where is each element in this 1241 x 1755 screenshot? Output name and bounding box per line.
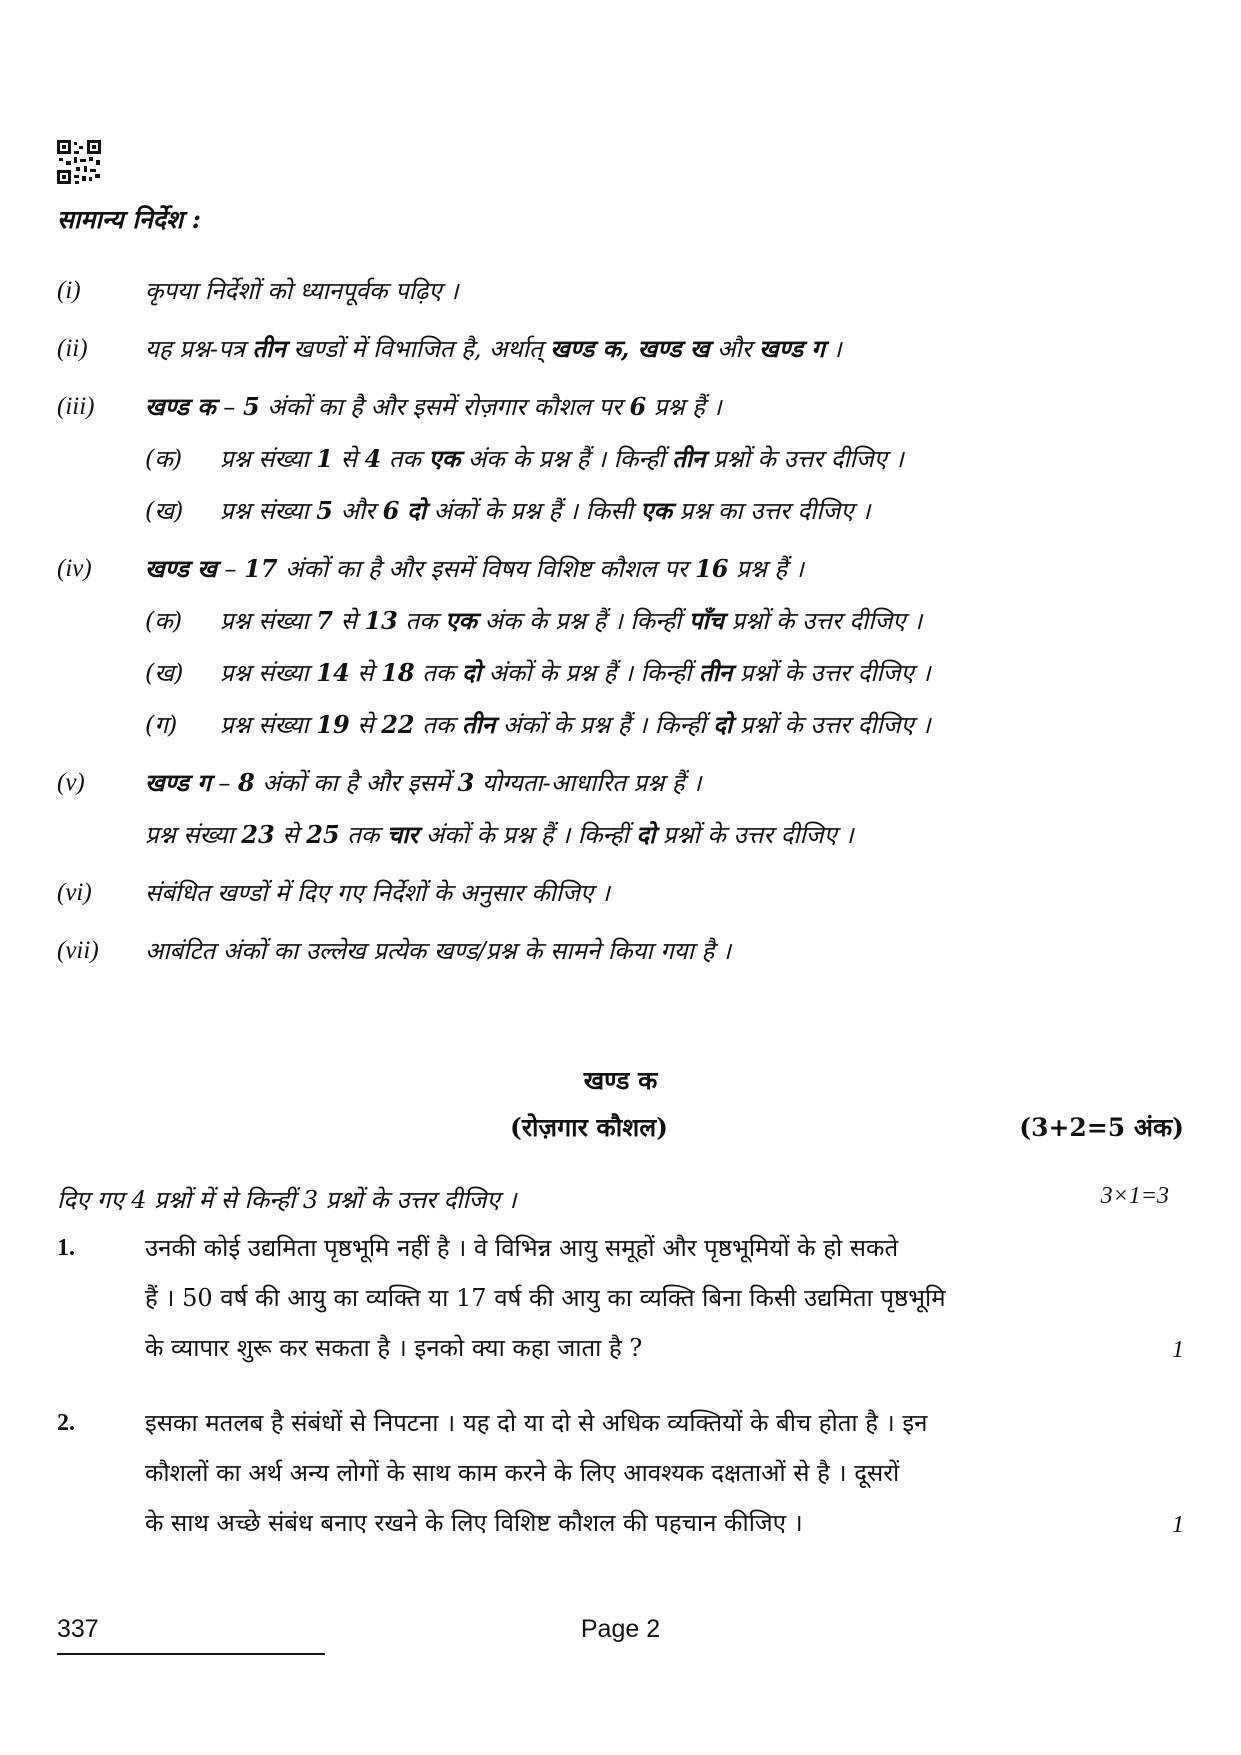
bold-text: खण्ड क — [145, 392, 216, 421]
text-run: संबंधित खण्डों में दिए गए निर्देशों के अनुसार कीजिए । — [145, 879, 610, 907]
question-line: के साथ अच्छे संबंध बनाए रखने के लिए विशिष्ट कौशल की पहचान कीजिए । — [145, 1509, 803, 1537]
subitem-label: (ग) — [145, 711, 178, 739]
bold-text: 5 — [242, 392, 260, 421]
text-run: । — [824, 335, 842, 363]
bold-text: खण्ड ग — [759, 334, 825, 363]
bold-text: तीन — [699, 658, 733, 687]
text-run: और — [333, 497, 383, 525]
instruction-item — [57, 543, 1187, 595]
text-run: तक — [339, 821, 387, 849]
text-run: और — [709, 335, 760, 363]
text-run: यह प्रश्न-पत्र — [145, 335, 253, 363]
text-run: प्रश्न संख्या — [220, 659, 317, 687]
text-run: प्रश्न संख्या — [220, 607, 317, 635]
instruction-text — [145, 867, 610, 919]
bold-text: 7 — [316, 606, 333, 635]
question-number: 2. — [57, 1410, 75, 1436]
text-run: – — [210, 769, 239, 797]
bold-text: 1 — [316, 444, 333, 473]
text-run: प्रश्न हैं । — [646, 393, 722, 421]
choose-marks: 3×1=3 — [1100, 1183, 1169, 1209]
bold-text: दो — [406, 496, 426, 525]
text-run: अंकों के प्रश्न हैं । किन्हीं — [495, 711, 714, 739]
bold-text: 3 — [457, 768, 475, 797]
instruction-text — [145, 265, 458, 317]
text-run: प्रश्न हैं । — [728, 555, 804, 583]
instruction-number: (vii) — [57, 937, 99, 964]
subitem-text — [220, 647, 931, 699]
bold-text: 8 — [238, 768, 255, 797]
text-run: अंकों का है और इसमें — [254, 769, 458, 797]
question-line: के व्यापार शुरू कर सकता है । इनको क्या कहा जाता है ? — [145, 1334, 643, 1362]
bold-text: दो — [713, 710, 733, 739]
instruction-subitem — [57, 485, 1187, 537]
subitem-label: (ख) — [145, 659, 184, 687]
text-run: योग्यता-आधारित प्रश्न हैं । — [474, 769, 702, 797]
instruction-subitem — [57, 647, 1187, 699]
instruction-text — [145, 543, 804, 595]
text-run: से — [349, 711, 382, 739]
text-run: प्रश्न संख्या — [220, 711, 317, 739]
section-subtitle: (रोज़गार कौशल) — [510, 1113, 669, 1142]
instruction-number: (iii) — [57, 393, 95, 420]
instructions-list — [57, 265, 1187, 983]
choose-instruction: दिए गए 4 प्रश्नों में से किन्हीं 3 प्रश्नों के उत्तर दीजिए । — [57, 1186, 517, 1214]
text-run: तक — [414, 659, 462, 687]
question-number: 1. — [57, 1235, 75, 1261]
bold-text: 4 — [364, 444, 382, 473]
question-line: उनकी कोई उद्यमिता पृष्ठभूमि नहीं है । वे विभिन्न आयु समूहों और पृष्ठभूमियों के हो सकते — [145, 1234, 899, 1262]
bold-text: दो — [461, 658, 481, 687]
text-run: अंकों के प्रश्न हैं । किन्हीं — [480, 659, 700, 687]
bold-text: 22 — [381, 710, 415, 739]
instruction-subitem — [57, 433, 1187, 485]
instruction-subitem — [57, 699, 1187, 751]
bold-text: चार — [386, 820, 419, 849]
paper-code: 337 — [57, 1615, 99, 1643]
text-run: प्रश्नों के उत्तर दीजिए । — [732, 659, 931, 687]
text-run: अंकों के प्रश्न हैं । किन्हीं — [418, 821, 637, 849]
text-run: प्रश्नों के उत्तर दीजिए । — [732, 711, 931, 739]
text-run: अंकों का है और इसमें विषय विशिष्ट कौशल पर — [277, 555, 696, 583]
spacer — [57, 977, 1187, 983]
text-run: अंकों के प्रश्न हैं । किसी — [425, 497, 641, 525]
instruction-item — [57, 323, 1187, 375]
instruction-text — [145, 323, 842, 375]
question-text — [145, 1223, 1115, 1373]
instruction-text — [145, 925, 731, 977]
text-run: कृपया निर्देशों को ध्यानपूर्वक पढ़िए । — [145, 277, 459, 305]
text-run: अंक के प्रश्न हैं । किन्हीं — [460, 445, 673, 473]
question-mark: 1 — [1172, 1512, 1184, 1538]
instruction-number: (ii) — [57, 335, 88, 362]
text-run: तक — [397, 607, 446, 635]
instruction-item — [57, 867, 1187, 919]
text-run: प्रश्नों के उत्तर दीजिए । — [705, 445, 904, 473]
instruction-number: (vi) — [57, 879, 92, 906]
text-run: अंकों का है और इसमें रोज़गार कौशल पर — [259, 393, 630, 421]
bold-text: 16 — [695, 554, 729, 583]
text-run: – — [215, 393, 243, 421]
text-run: तक — [414, 711, 462, 739]
question-text — [145, 1398, 1115, 1548]
footer-rule — [57, 1653, 325, 1655]
bold-text: 19 — [316, 710, 350, 739]
bold-text: 14 — [316, 658, 350, 687]
instruction-item — [57, 757, 1187, 809]
instruction-continuation — [57, 809, 1187, 861]
instruction-item — [57, 381, 1187, 433]
text-run: आबंटित अंकों का उल्लेख प्रत्येक खण्ड/प्रश्न के सामने किया गया है । — [145, 937, 732, 965]
subitem-label: (क) — [145, 445, 183, 473]
instruction-number: (v) — [57, 769, 85, 796]
bold-text: दो — [636, 820, 656, 849]
bold-text: 6 — [382, 496, 400, 525]
text-run: से — [333, 607, 365, 635]
instruction-subitem — [57, 595, 1187, 647]
text-run — [399, 497, 407, 525]
bold-text: एक — [428, 444, 461, 473]
bold-text: 23 — [241, 820, 275, 849]
bold-text: 17 — [244, 554, 278, 583]
bold-text: पाँच — [688, 606, 724, 635]
instruction-item — [57, 265, 1187, 317]
text-run: – — [216, 555, 245, 583]
page-number: Page 2 — [580, 1615, 661, 1643]
bold-text: 5 — [316, 496, 333, 525]
bold-text: खण्ड ख — [145, 554, 217, 583]
question-line: इसका मतलब है संबंधों से निपटना । यह दो या दो से अधिक व्यक्तियों के बीच होता है । इन — [145, 1409, 928, 1437]
bold-text: 13 — [364, 606, 398, 635]
text-run: अंक के प्रश्न हैं । किन्हीं — [476, 607, 689, 635]
bold-text: 6 — [629, 392, 647, 421]
text-run: प्रश्न संख्या — [220, 445, 317, 473]
continuation-text — [145, 809, 854, 861]
section-marks: (3+2=5 अंक) — [1019, 1113, 1184, 1142]
text-run: खण्डों में विभाजित है, अर्थात् — [285, 335, 551, 363]
subitem-text — [220, 595, 922, 647]
bold-text: 18 — [381, 658, 415, 687]
instruction-number: (iv) — [57, 555, 92, 582]
bold-text: तीन — [672, 444, 706, 473]
question-line: हैं । 50 वर्ष की आयु का व्यक्ति या 17 वर्ष की आयु का व्यक्ति बिना किसी उद्यमिता पृष्ठभूमि — [145, 1284, 946, 1312]
question-line: कौशलों का अर्थ अन्य लोगों के साथ काम करने के लिए आवश्यक दक्षताओं से है । दूसरों — [145, 1459, 900, 1487]
text-run: से — [333, 445, 365, 473]
instruction-number: (i) — [57, 277, 81, 304]
bold-text: खण्ड ग — [145, 768, 211, 797]
text-run: प्रश्न संख्या — [220, 497, 317, 525]
section-title: खण्ड क — [583, 1066, 658, 1095]
text-run: तक — [381, 445, 429, 473]
subitem-text — [220, 433, 904, 485]
text-run: से — [274, 821, 307, 849]
bold-text: एक — [445, 606, 477, 635]
subitem-label: (क) — [145, 607, 183, 635]
text-run: से — [349, 659, 382, 687]
bold-text: तीन — [461, 710, 496, 739]
subitem-text — [220, 699, 931, 751]
bold-text: खण्ड क, खण्ड ख — [550, 334, 710, 363]
bold-text: एक — [640, 496, 673, 525]
instruction-text — [145, 757, 701, 809]
general-instructions-heading: सामान्य निर्देश : — [57, 205, 201, 234]
bold-text: तीन — [252, 334, 286, 363]
text-run: प्रश्न संख्या — [145, 821, 242, 849]
instruction-item — [57, 925, 1187, 977]
question-mark: 1 — [1172, 1337, 1184, 1363]
text-run: प्रश्न का उत्तर दीजिए । — [672, 497, 871, 525]
subitem-text — [220, 485, 870, 537]
text-run: प्रश्नों के उत्तर दीजिए । — [655, 821, 854, 849]
subitem-label: (ख) — [145, 497, 184, 525]
qr-code — [57, 140, 101, 184]
bold-text: 25 — [306, 820, 340, 849]
instruction-text — [145, 381, 722, 433]
text-run: प्रश्नों के उत्तर दीजिए । — [723, 607, 923, 635]
